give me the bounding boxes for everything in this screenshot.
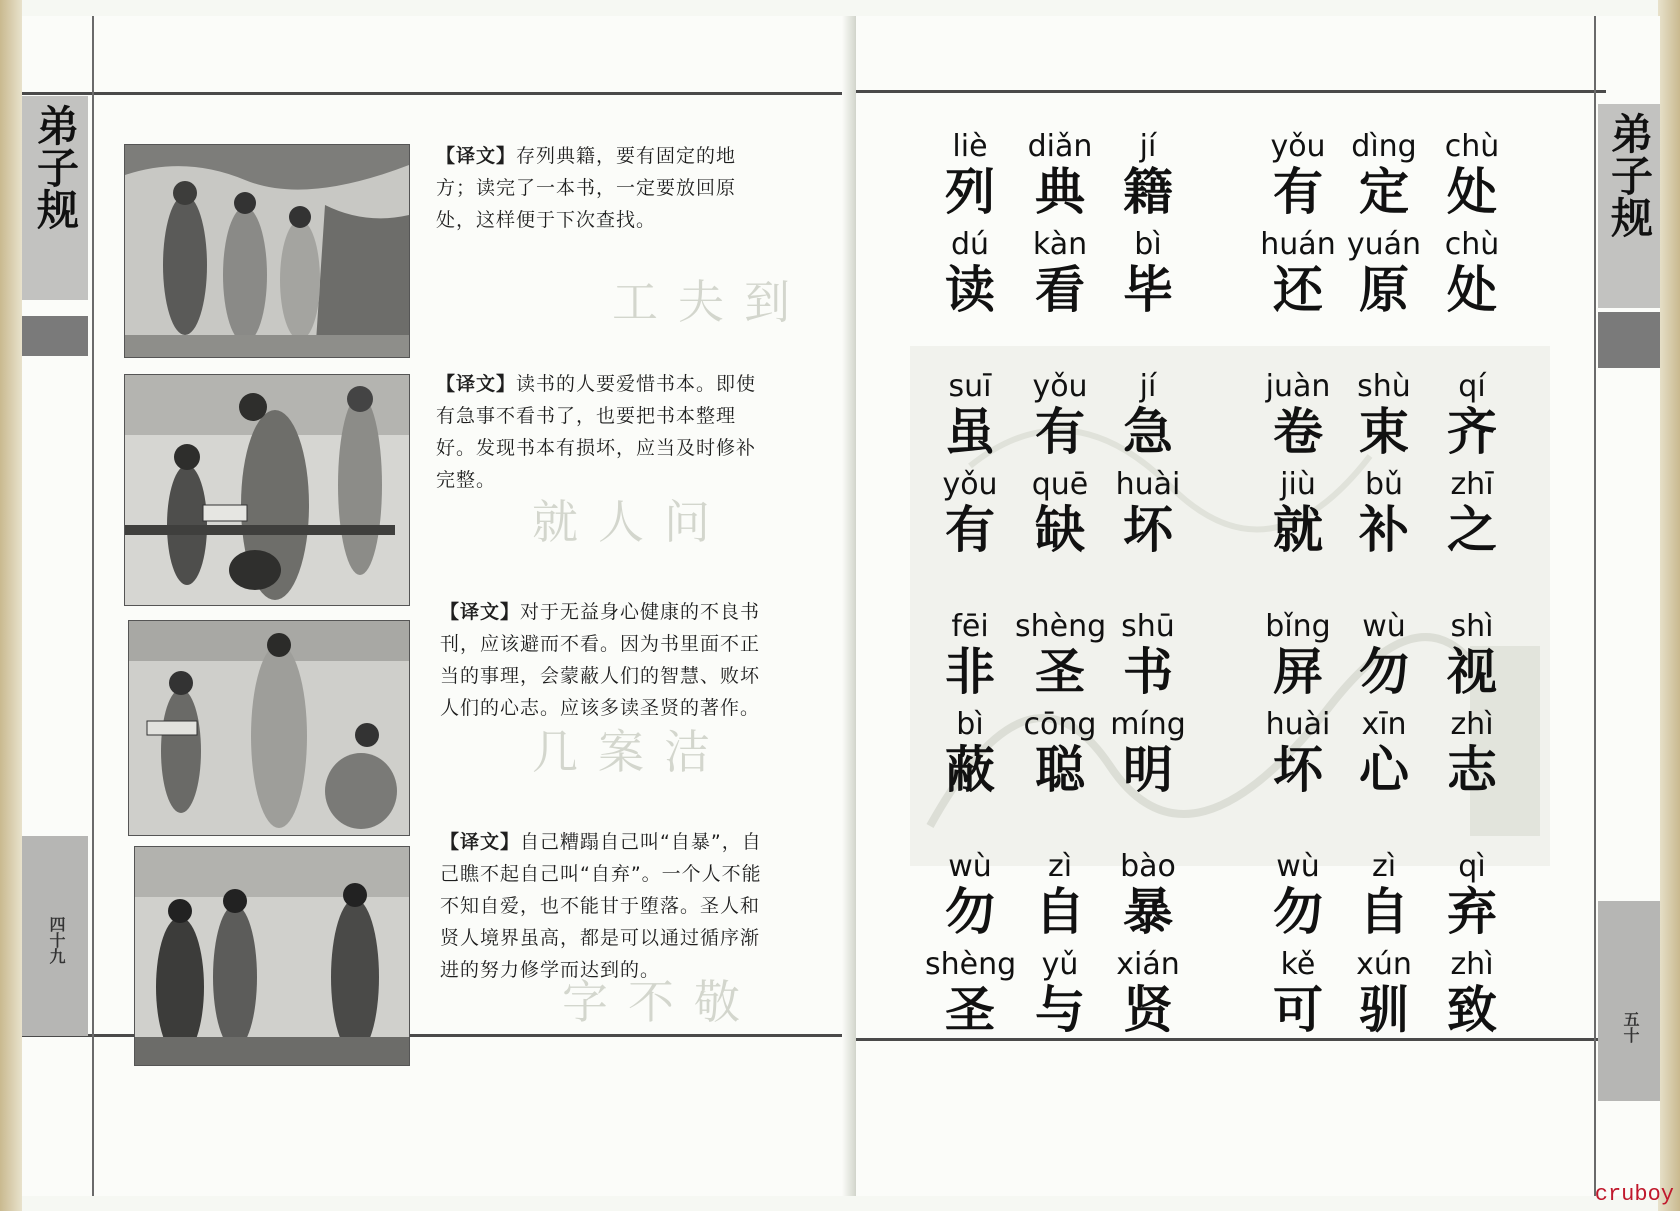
pinyin: kě: [1280, 947, 1316, 982]
page-number-tab: [22, 836, 88, 1036]
hanzi: 心: [1359, 740, 1409, 799]
pinyin: bǔ: [1364, 467, 1404, 502]
translation-tag: 【译文】: [440, 601, 521, 623]
hanzi: 圣: [945, 980, 995, 1039]
watermark: cruboy: [1594, 1182, 1674, 1207]
page-number: 五十: [1621, 1011, 1640, 1043]
hanzi: 弃: [1447, 882, 1497, 941]
hanzi: 补: [1359, 500, 1409, 559]
illustration-group-scene: [134, 846, 410, 1066]
page-number: 四十九: [47, 916, 66, 964]
pinyin: jí: [1139, 369, 1157, 404]
hanzi: 束: [1359, 402, 1409, 461]
hanzi: 勿: [1273, 882, 1323, 941]
pinyin: juàn: [1265, 369, 1331, 404]
book-title: 弟子规: [31, 104, 80, 230]
pinyin: shèng: [925, 947, 1017, 982]
side-band: [1598, 312, 1660, 368]
hanzi: 虽: [945, 402, 995, 461]
pinyin: zhī: [1450, 467, 1494, 502]
hanzi: 坏: [1273, 740, 1323, 799]
pinyin: shì: [1450, 609, 1494, 644]
pinyin: jiù: [1280, 467, 1316, 502]
translation-paragraph: [440, 596, 778, 724]
pinyin: xián: [1116, 947, 1180, 982]
verse-line: [925, 947, 1525, 1042]
hanzi: 还: [1273, 260, 1323, 319]
hanzi: 典: [1035, 162, 1085, 221]
side-band: [22, 316, 88, 356]
left-page: [22, 16, 854, 1196]
book-title: 弟子规: [1605, 112, 1654, 238]
hanzi: 驯: [1359, 980, 1409, 1039]
scan-edge-right: [1658, 0, 1680, 1211]
hanzi: 聪: [1035, 740, 1085, 799]
book-title-tab: [22, 96, 88, 300]
translation-tag: 【译文】: [440, 831, 521, 853]
pinyin: shèng: [1015, 609, 1107, 644]
hanzi: 蔽: [945, 740, 995, 799]
hanzi: 定: [1359, 162, 1409, 221]
translation-tag: 【译文】: [436, 373, 517, 395]
translation-text: 存列典籍，要有固定的地方；读完了一本书，一定要放回原处，这样便于下次查找。: [436, 145, 737, 231]
pinyin: huài: [1115, 467, 1181, 502]
pinyin: bì: [956, 707, 984, 742]
pinyin: zhì: [1450, 707, 1494, 742]
pinyin: zì: [1047, 849, 1073, 884]
hanzi: 籍: [1123, 162, 1173, 221]
pinyin: xún: [1356, 947, 1412, 982]
pinyin: fēi: [951, 609, 989, 644]
verse-line: [935, 708, 1525, 802]
pinyin: dú: [950, 227, 990, 262]
pinyin: suī: [948, 369, 992, 404]
hanzi: 缺: [1035, 500, 1085, 559]
pinyin: yǒu: [1032, 369, 1088, 404]
pinyin: huán: [1260, 227, 1336, 262]
translation-text: 读书的人要爱惜书本。即使有急事不看书了，也要把书本整理好。发现书本有损坏，应当及时修补完整。: [436, 373, 757, 491]
hanzi: 坏: [1123, 500, 1173, 559]
pinyin: yǒu: [1270, 129, 1326, 164]
bleed-through-text: 就人问: [532, 495, 730, 549]
pinyin: huài: [1265, 707, 1331, 742]
hanzi: 自: [1359, 882, 1409, 941]
verse-line: [935, 850, 1525, 944]
pinyin: qí: [1458, 369, 1486, 404]
pinyin: yǔ: [1041, 947, 1079, 982]
hanzi: 毕: [1123, 260, 1173, 319]
top-rule: [856, 90, 1606, 93]
translation-paragraph: [440, 826, 778, 986]
translation-tag: 【译文】: [436, 145, 517, 167]
pinyin: kàn: [1032, 227, 1088, 262]
pinyin: chù: [1444, 129, 1500, 164]
scan-edge-left: [0, 0, 22, 1211]
pinyin: cōng: [1023, 707, 1097, 742]
top-rule: [22, 92, 842, 95]
verse-line: [935, 130, 1525, 224]
hanzi: 就: [1273, 500, 1323, 559]
pinyin: dìng: [1351, 129, 1417, 164]
verse-line: [935, 370, 1525, 464]
illustration-book-shelving: [124, 144, 410, 358]
hanzi: 原: [1359, 260, 1409, 319]
pinyin: bì: [1134, 227, 1162, 262]
verse-line: [935, 610, 1525, 704]
pinyin: bǐng: [1265, 609, 1331, 644]
pinyin: wù: [948, 849, 992, 884]
illustration-book-tidying: [124, 374, 410, 606]
page-number-tab: [1598, 901, 1660, 1101]
pinyin: shù: [1357, 369, 1411, 404]
pinyin: yǒu: [942, 467, 998, 502]
pinyin: liè: [952, 129, 988, 164]
translation-text: 对于无益身心健康的不良书刊，应该避而不看。因为书里面不正当的事理，会蒙蔽人们的智慧、败坏人们的心志。应该多读圣贤的著作。: [440, 601, 761, 719]
pinyin: chù: [1444, 227, 1500, 262]
pinyin: jí: [1139, 129, 1157, 164]
pinyin: xīn: [1361, 707, 1407, 742]
book-title-tab: [1598, 104, 1660, 308]
hanzi: 之: [1447, 500, 1497, 559]
bleed-through-text: 几案洁: [532, 725, 730, 779]
hanzi: 书: [1123, 642, 1173, 701]
verse-line: [935, 228, 1525, 322]
bleed-through-text: 字不敬: [562, 975, 760, 1029]
translation-text: 自己糟蹋自己叫“自暴”，自己瞧不起自己叫“自弃”。一个人不能不知自爱，也不能甘于堕落。圣人和贤人境界虽高，都是可以通过循序渐进的努力修学而达到的。: [440, 831, 762, 981]
pinyin: quē: [1031, 467, 1089, 502]
hanzi: 勿: [1359, 642, 1409, 701]
hanzi: 有: [945, 500, 995, 559]
hanzi: 急: [1123, 402, 1173, 461]
pinyin: shū: [1121, 609, 1175, 644]
hanzi: 勿: [945, 882, 995, 941]
pinyin: qì: [1458, 849, 1486, 884]
pinyin: bào: [1120, 849, 1176, 884]
hanzi: 圣: [1035, 642, 1085, 701]
pinyin: yuán: [1346, 227, 1422, 262]
pinyin: míng: [1110, 707, 1186, 742]
hanzi: 齐: [1447, 402, 1497, 461]
hanzi: 贤: [1123, 980, 1173, 1039]
pinyin: wù: [1362, 609, 1406, 644]
hanzi: 暴: [1123, 882, 1173, 941]
hanzi: 致: [1447, 980, 1497, 1039]
hanzi: 视: [1447, 642, 1497, 701]
hanzi: 看: [1035, 260, 1085, 319]
hanzi: 读: [945, 260, 995, 319]
pinyin: zhì: [1450, 947, 1494, 982]
translation-paragraph: [436, 140, 774, 236]
hanzi: 处: [1447, 260, 1497, 319]
hanzi: 非: [945, 642, 995, 701]
margin-rule: [92, 16, 94, 1196]
pinyin: diǎn: [1027, 129, 1093, 164]
pinyin: zì: [1371, 849, 1397, 884]
translation-paragraph: [436, 368, 774, 496]
hanzi: 卷: [1273, 402, 1323, 461]
hanzi: 屏: [1273, 642, 1323, 701]
pinyin: wù: [1276, 849, 1320, 884]
hanzi: 自: [1035, 882, 1085, 941]
illustration-bowing-figures: [128, 620, 410, 836]
hanzi: 志: [1447, 740, 1497, 799]
margin-rule: [1594, 16, 1596, 1196]
hanzi: 处: [1447, 162, 1497, 221]
verse-line: [935, 468, 1525, 562]
hanzi: 有: [1273, 162, 1323, 221]
hanzi: 明: [1123, 740, 1173, 799]
hanzi: 与: [1035, 980, 1085, 1039]
hanzi: 列: [945, 162, 995, 221]
hanzi: 有: [1035, 402, 1085, 461]
hanzi: 可: [1273, 980, 1323, 1039]
bleed-through-text: 工夫到: [612, 275, 810, 329]
